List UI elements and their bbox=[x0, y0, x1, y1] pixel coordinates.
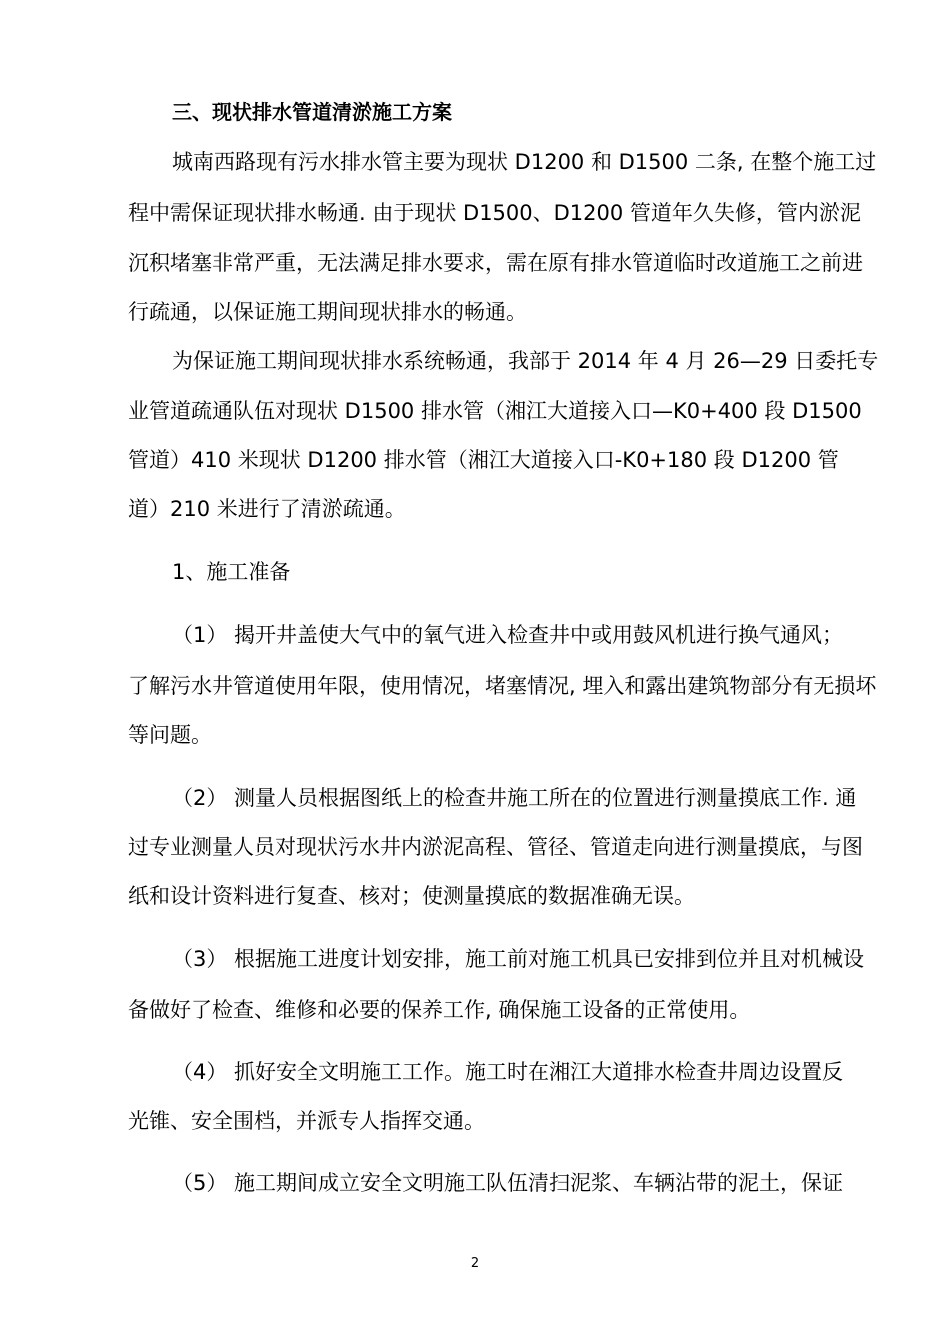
item-5-line-1: （5） 施工期间成立安全文明施工队伍清扫泥浆、车辆沾带的泥土，保证 bbox=[172, 1171, 844, 1195]
paragraph-1-line-2: 程中需保证现状排水畅通. 由于现状 D1500、D1200 管道年久失修，管内淤泥 bbox=[128, 201, 861, 225]
item-3-line-1: （3） 根据施工进度计划安排，施工前对施工机具已安排到位并且对机械设 bbox=[172, 947, 865, 971]
paragraph-1-line-3: 沉积堵塞非常严重，无法满足排水要求，需在原有排水管道临时改道施工之前进 bbox=[128, 251, 863, 275]
paragraph-1-line-4: 行疏通，以保证施工期间现状排水的畅通。 bbox=[128, 300, 527, 324]
item-4-line-1: （4） 抓好安全文明施工工作。施工时在湘江大道排水检查井周边设置反 bbox=[172, 1060, 844, 1084]
section-title: 三、现状排水管道清淤施工方案 bbox=[172, 100, 452, 124]
item-4-line-2: 光锥、安全围档，并派专人指挥交通。 bbox=[128, 1109, 485, 1133]
page-number: 2 bbox=[470, 1256, 480, 1271]
item-1-line-2: 了解污水井管道使用年限，使用情况，堵塞情况, 埋入和露出建筑物部分有无损坏 bbox=[128, 674, 877, 698]
paragraph-2-line-3: 管道）410 米现状 D1200 排水管（湘江大道接入口-K0+180 段 D1200 管 bbox=[128, 448, 839, 472]
item-2-line-3: 纸和设计资料进行复查、核对；使测量摸底的数据准确无误。 bbox=[128, 884, 695, 908]
item-3-line-2: 备做好了检查、维修和必要的保养工作, 确保施工设备的正常使用。 bbox=[128, 998, 751, 1022]
paragraph-2-line-1: 为保证施工期间现状排水系统畅通，我部于 2014 年 4 月 26—29 日委托专 bbox=[172, 349, 879, 373]
paragraph-1-line-1: 城南西路现有污水排水管主要为现状 D1200 和 D1500 二条, 在整个施工过 bbox=[172, 150, 877, 174]
paragraph-2-line-4: 道）210 米进行了清淤疏通。 bbox=[128, 497, 406, 521]
item-2-line-1: （2） 测量人员根据图纸上的检查井施工所在的位置进行测量摸底工作. 通 bbox=[172, 786, 857, 810]
item-1-line-3: 等问题。 bbox=[128, 723, 212, 747]
item-2-line-2: 过专业测量人员对现状污水井内淤泥高程、管径、管道走向进行测量摸底，与图 bbox=[128, 835, 863, 859]
paragraph-2-line-2: 业管道疏通队伍对现状 D1500 排水管（湘江大道接入口—K0+400 段 D1500 bbox=[128, 399, 862, 423]
subsection-title-1: 1、施工准备 bbox=[172, 560, 291, 584]
item-1-line-1: （1） 揭开井盖使大气中的氧气进入检查井中或用鼓风机进行换气通风； bbox=[172, 623, 844, 647]
